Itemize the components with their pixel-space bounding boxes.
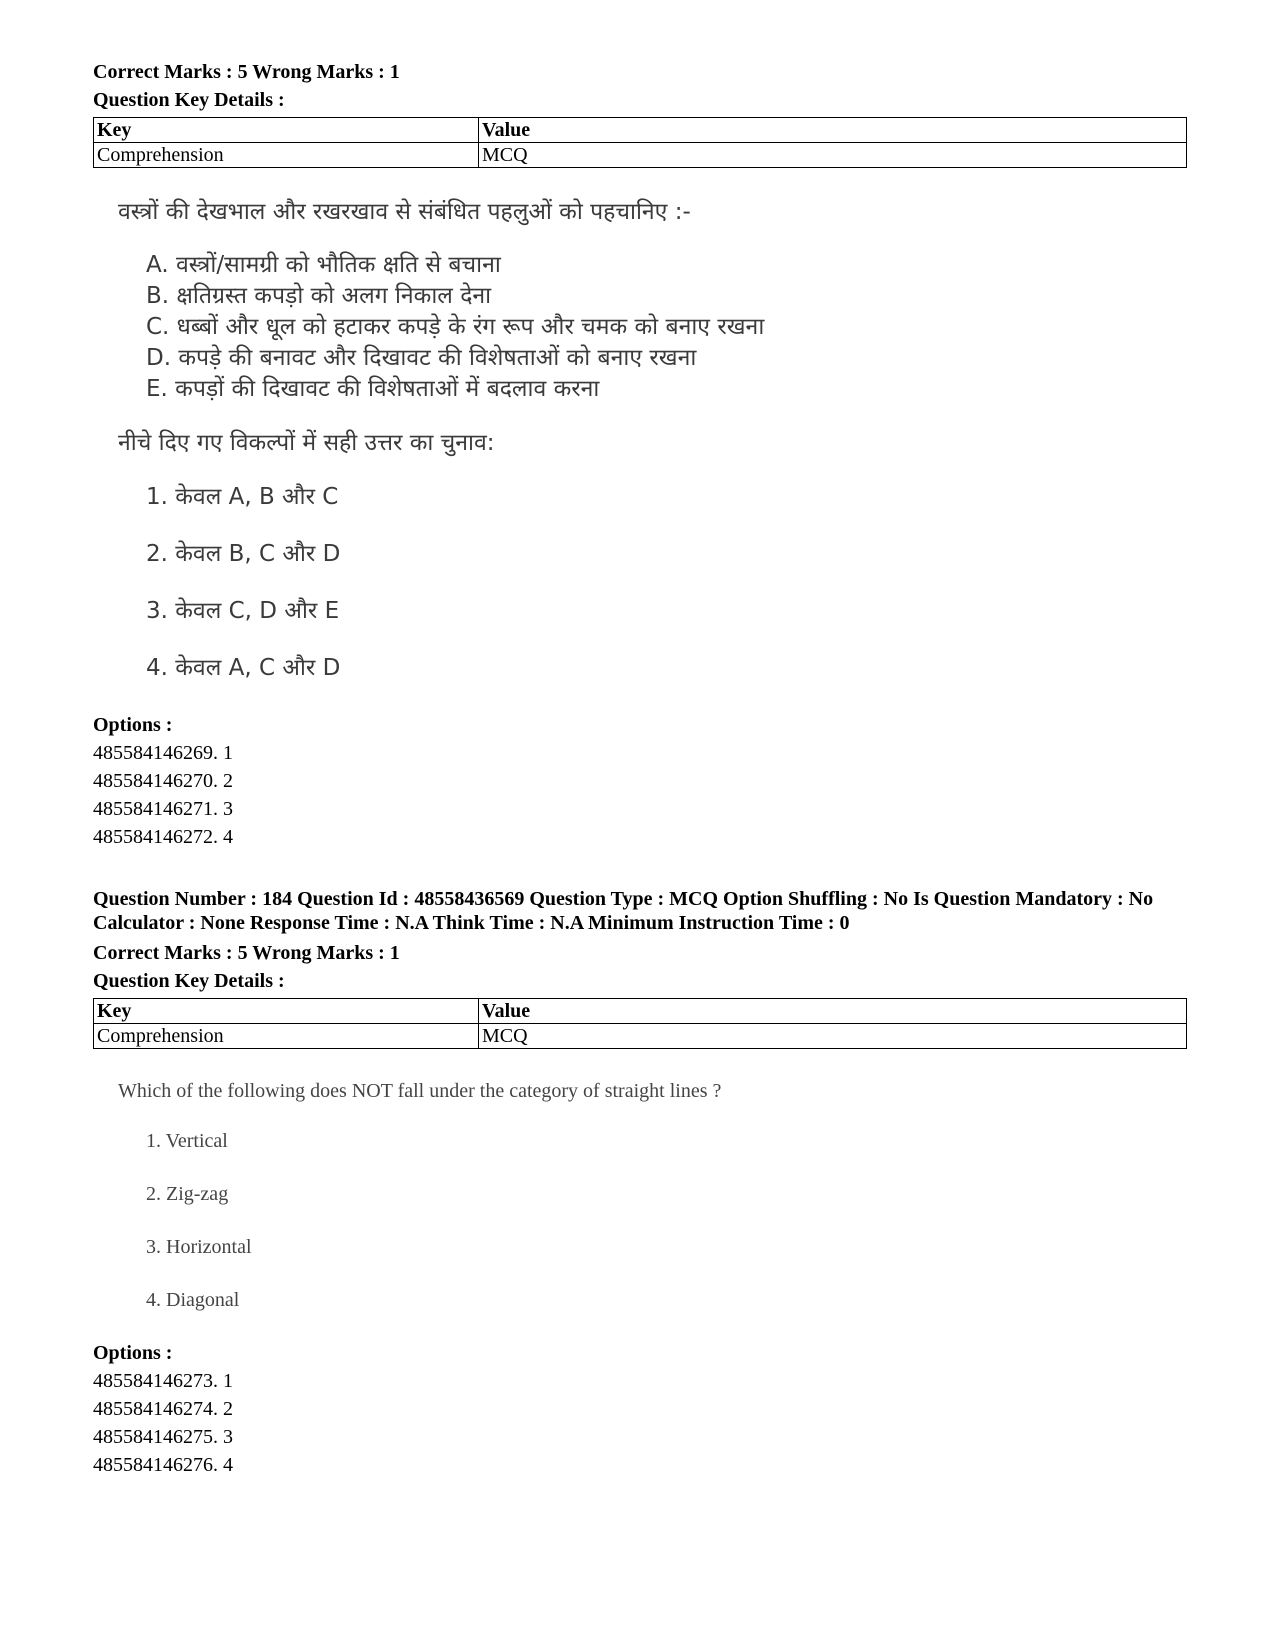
table-cell-key: Comprehension: [94, 143, 479, 168]
option-item: 485584146273. 1: [93, 1370, 233, 1392]
statement-d: D. कपड़े की बनावट और दिखावट की विशेषताओं को बनाए रखना: [146, 345, 697, 371]
statement-c: C. धब्बों और धूल को हटाकर कपड़े के रंग रूप और चमक को बनाए रखना: [146, 314, 765, 340]
question-stem: Which of the following does NOT fall under the category of straight lines ?: [118, 1080, 722, 1102]
table-cell-value: MCQ: [479, 143, 1187, 168]
option-item: 485584146272. 4: [93, 826, 233, 848]
q2-key-table: [93, 998, 1187, 1049]
choice-2: 2. केवल B, C और D: [146, 541, 341, 567]
q2-marks: Correct Marks : 5 Wrong Marks : 1: [93, 942, 400, 964]
question-instruction: नीचे दिए गए विकल्पों में सही उत्तर का चुनाव:: [118, 430, 495, 456]
q2-question-image: [118, 1075, 1188, 1327]
table-header-row: [94, 118, 1187, 143]
table-header-row: [94, 999, 1187, 1024]
choice-2: 2. Zig-zag: [146, 1183, 229, 1205]
table-cell-value: MCQ: [479, 1024, 1187, 1049]
q2-key-details-label: Question Key Details :: [93, 970, 285, 992]
q1-key-details-label: Question Key Details :: [93, 89, 285, 111]
statement-a: A. वस्त्रों/सामग्री को भौतिक क्षति से बचाना: [146, 252, 501, 278]
choice-3: 3. केवल C, D और E: [146, 598, 340, 624]
table-row: [94, 143, 1187, 168]
option-item: 485584146270. 2: [93, 770, 233, 792]
table-header-value: Value: [479, 118, 1187, 143]
table-cell-key: Comprehension: [94, 1024, 479, 1049]
option-item: 485584146271. 3: [93, 798, 233, 820]
q2-options-label: Options :: [93, 1342, 173, 1364]
q1-key-table: [93, 117, 1187, 168]
choice-4: 4. Diagonal: [146, 1289, 240, 1311]
document-page: [93, 58, 1188, 1479]
choice-3: 3. Horizontal: [146, 1236, 252, 1258]
table-header-key: Key: [94, 999, 479, 1024]
q2-header: Question Number : 184 Question Id : 48558436569 Question Type : MCQ Option Shuffling : No Is Question Mandatory : No Calculator : None Response Time : N.A Think Time : N.A Minimum Instruction Time : 0: [93, 888, 1154, 934]
q1-question-image: [118, 196, 1188, 697]
choice-4: 4. केवल A, C और D: [146, 655, 341, 681]
statement-e: E. कपड़ों की दिखावट की विशेषताओं में बदलाव करना: [146, 376, 600, 402]
question-stem: वस्त्रों की देखभाल और रखरखाव से संबंधित पहलुओं को पहचानिए :-: [118, 199, 691, 225]
option-item: 485584146276. 4: [93, 1454, 233, 1476]
choice-1: 1. Vertical: [146, 1130, 228, 1152]
option-item: 485584146269. 1: [93, 742, 233, 764]
table-header-value: Value: [479, 999, 1187, 1024]
q1-options-label: Options :: [93, 714, 173, 736]
choice-1: 1. केवल A, B और C: [146, 484, 339, 510]
table-header-key: Key: [94, 118, 479, 143]
table-row: [94, 1024, 1187, 1049]
option-item: 485584146274. 2: [93, 1398, 233, 1420]
q1-marks: Correct Marks : 5 Wrong Marks : 1: [93, 61, 400, 83]
option-item: 485584146275. 3: [93, 1426, 233, 1448]
statement-b: B. क्षतिग्रस्त कपड़ो को अलग निकाल देना: [146, 283, 492, 309]
